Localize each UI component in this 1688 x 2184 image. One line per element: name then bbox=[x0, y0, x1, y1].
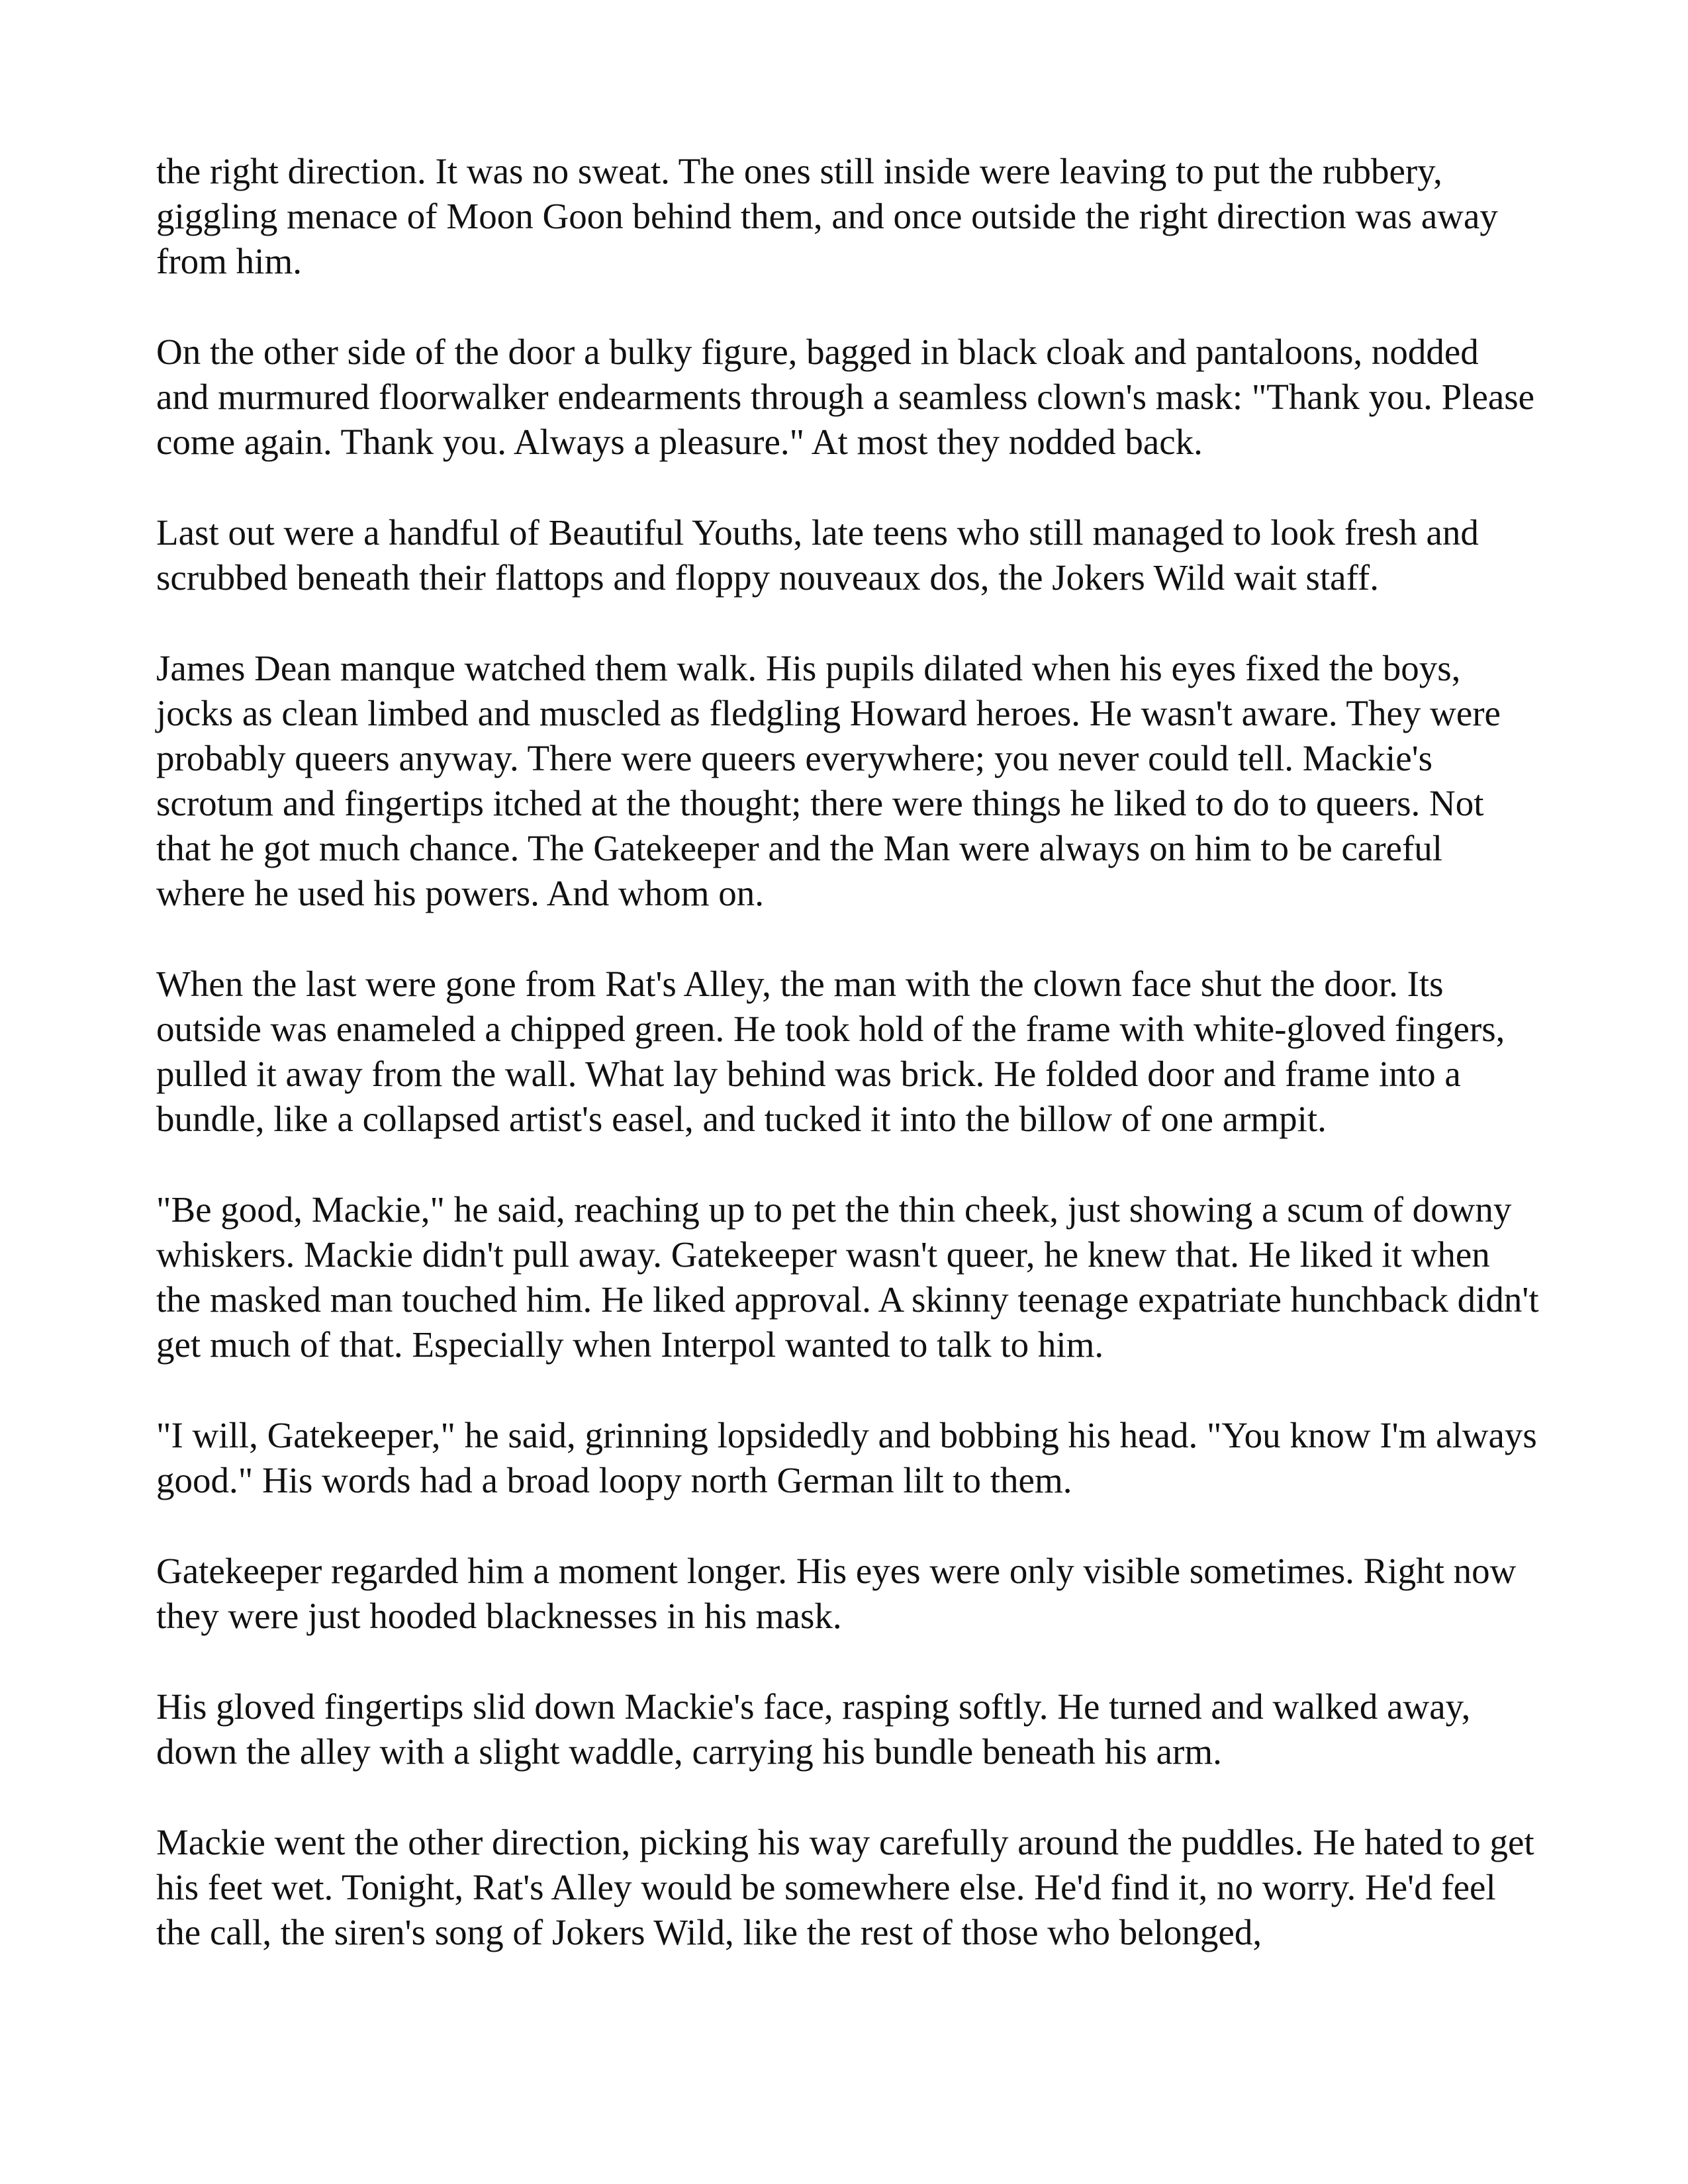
paragraph: Mackie went the other direction, picking his way carefully around the puddles. He hated to get his feet wet. Tonight, Rat's Alley would be somewhere else. He'd find it, no worry. He'd feel the call, the siren's song of Jokers Wild, like the rest of those who belonged, bbox=[156, 1822, 1534, 1952]
paragraph: Gatekeeper regarded him a moment longer. His eyes were only visible sometimes. Right now they were just hooded blacknesses in his mask. bbox=[156, 1551, 1517, 1636]
paragraph: James Dean manque watched them walk. His pupils dilated when his eyes fixed the boys, jocks as clean limbed and muscled as fledgling Howard heroes. He wasn't aware. They were probably queers anyway. There were queers everywhere; you never could tell. Mackie's scrotum and fingertips itched at the thought; there were things he liked to do to queers. Not that he got much chance. The Gatekeeper and the Man were always on him to be careful where he used his powers. And whom on. bbox=[156, 648, 1501, 913]
paragraph: On the other side of the door a bulky figure, bagged in black cloak and pantaloons, nodded and murmured floorwalker endearments through a seamless clown's mask: "Thank you. Please come again. Thank you. Always a pleasure." At most they nodded back. bbox=[156, 332, 1535, 462]
paragraph: His gloved fingertips slid down Mackie's face, rasping softly. He turned and walked away, down the alley with a slight waddle, carrying his bundle beneath his arm. bbox=[156, 1686, 1471, 1772]
paragraph: the right direction. It was no sweat. The ones still inside were leaving to put the rubbery, giggling menace of Moon Goon behind them, and once outside the right direction was away from him. bbox=[156, 151, 1498, 281]
paragraph: When the last were gone from Rat's Alley, the man with the clown face shut the door. Its outside was enameled a chipped green. He took hold of the frame with white-gloved fingers, pulled it away from the wall. What lay behind was brick. He folded door and frame into a bundle, like a collapsed artist's easel, and tucked it into the billow of one armpit. bbox=[156, 964, 1505, 1139]
body-text bbox=[156, 149, 1540, 1955]
paragraph: Last out were a handful of Beautiful Youths, late teens who still managed to look fresh and scrubbed beneath their flattops and floppy nouveaux dos, the Jokers Wild wait staff. bbox=[156, 512, 1479, 598]
paragraph: "Be good, Mackie," he said, reaching up to pet the thin cheek, just showing a scum of downy whiskers. Mackie didn't pull away. Gatekeeper wasn't queer, he knew that. He liked it when the masked man touched him. He liked approval. A skinny teenage expatriate hunchback didn't get much of that. Especially when Interpol wanted to talk to him. bbox=[156, 1189, 1539, 1365]
paragraph: "I will, Gatekeeper," he said, grinning lopsidedly and bobbing his head. "You know I'm always good." His words had a broad loopy north German lilt to them. bbox=[156, 1415, 1537, 1500]
